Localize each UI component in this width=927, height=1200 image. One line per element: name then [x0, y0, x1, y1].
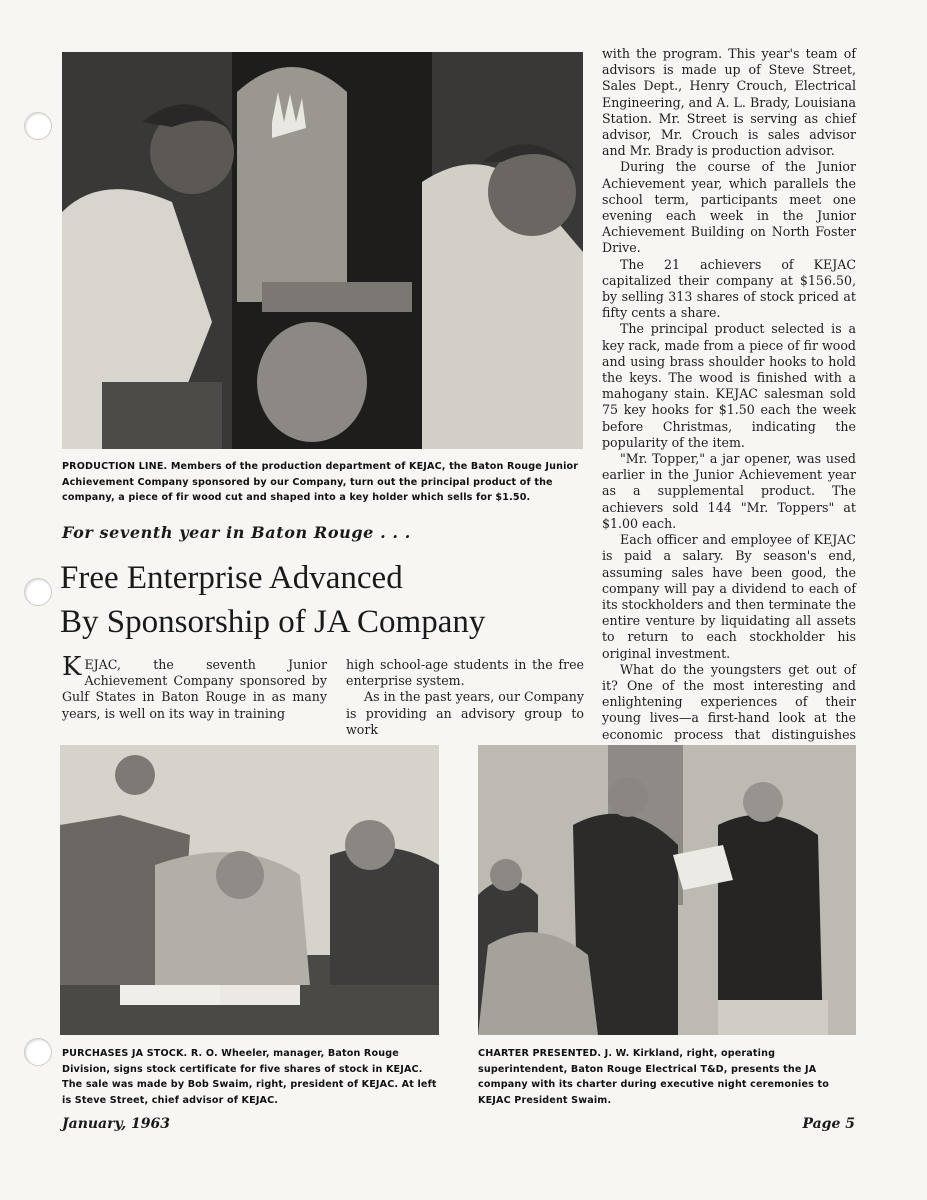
paragraph: with the program. This year's team of advisors is made up of Steve Street, Sales Dept., Henry Crouch, Electrical Engineering, and A. L. Brady, Louisiana Station. Mr. Street is serving as chief advisor, Mr. Crouch is sales advisor and Mr. Brady is production advisor. — [602, 46, 856, 159]
binder-hole-middle — [24, 578, 52, 606]
caption-text: R. O. Wheeler, manager, Baton Rouge Division, signs stock certificate for five shares of stock in KEJAC. The sale was made by Bob Swaim, right, president of KEJAC. At left is Steve Street, chief advisor of KEJAC. — [62, 1048, 437, 1106]
caption-lead: CHARTER PRESENTED. — [478, 1048, 602, 1059]
paragraph: The 21 achievers of KEJAC capitalized their company at $156.50, by selling 313 shares of stock priced at fifty cents a share. — [602, 256, 856, 321]
paragraph: high school-age students in the free enterprise system. — [346, 657, 584, 689]
binder-hole-top — [24, 112, 52, 140]
article-column-3 — [602, 46, 856, 775]
drop-cap: K — [62, 652, 82, 682]
article-column-2 — [346, 657, 584, 738]
paragraph: The principal product selected is a key rack, made from a piece of fir wood and using brass shoulder hooks to hold the keys. The wood is finished with a mahogany stain. KEJAC salesman sold 75 key hooks for $1.50 each the week before Christmas, indicating the popularity of the item. — [602, 321, 856, 450]
production-line-caption — [62, 459, 586, 506]
paragraph: During the course of the Junior Achievement year, which parallels the school term, participants meet one evening each week in the Junior Achievement Building on North Foster Drive. — [602, 159, 856, 256]
charter-presented-photo — [478, 745, 856, 1035]
article-column-1 — [62, 652, 327, 722]
footer-date: January, 1963 — [62, 1116, 171, 1132]
headline-line-1: Free Enterprise Advanced — [60, 560, 403, 596]
article-headline — [60, 556, 580, 644]
paragraph: Each officer and employee of KEJAC is paid a salary. By season's end, assuming sales have been good, the company will pay a dividend to each of its stockholders and then terminate the entire venture by liquidating all assets to return to each stockholder his original investment. — [602, 532, 856, 661]
purchases-stock-caption — [62, 1046, 444, 1108]
caption-lead: PURCHASES JA STOCK. — [62, 1048, 188, 1059]
paragraph: EJAC, the seventh Junior Achievement Company sponsored by Gulf States in Baton Rouge in as many years, is well on its way in training — [62, 657, 327, 721]
binder-hole-bottom — [24, 1038, 52, 1066]
paragraph: As in the past years, our Company is providing an advisory group to work — [346, 689, 584, 737]
headline-line-2: By Sponsorship of JA Company — [60, 604, 486, 640]
caption-lead: PRODUCTION LINE. — [62, 461, 168, 472]
purchases-stock-photo — [60, 745, 439, 1035]
charter-presented-caption — [478, 1046, 860, 1108]
production-line-photo — [62, 52, 583, 449]
paragraph: What do the youngsters get out of it? One of the most interesting and enlightening experiences of their young lives—a first-hand look at the economic process that distinguishes — [602, 661, 856, 742]
caption-text: Members of the production department of KEJAC, the Baton Rouge Junior Achievement Company sponsored by our Company, turn out the principal product of the company, a piece of fir wood cut and shaped into a key holder which sells for $1.50. — [62, 461, 579, 503]
footer-page-number: Page 5 — [802, 1116, 855, 1132]
paragraph: "Mr. Topper," a jar opener, was used earlier in the Junior Achievement year as a supplemental product. The achievers sold 144 "Mr. Toppers" at $1.00 each. — [602, 451, 856, 531]
caption-text: J. W. Kirkland, right, operating superintendent, Baton Rouge Electrical T&D, presents the JA company with its charter during executive night ceremonies to KEJAC President Swaim. — [478, 1048, 829, 1106]
article-kicker: For seventh year in Baton Rouge . . . — [62, 523, 411, 542]
